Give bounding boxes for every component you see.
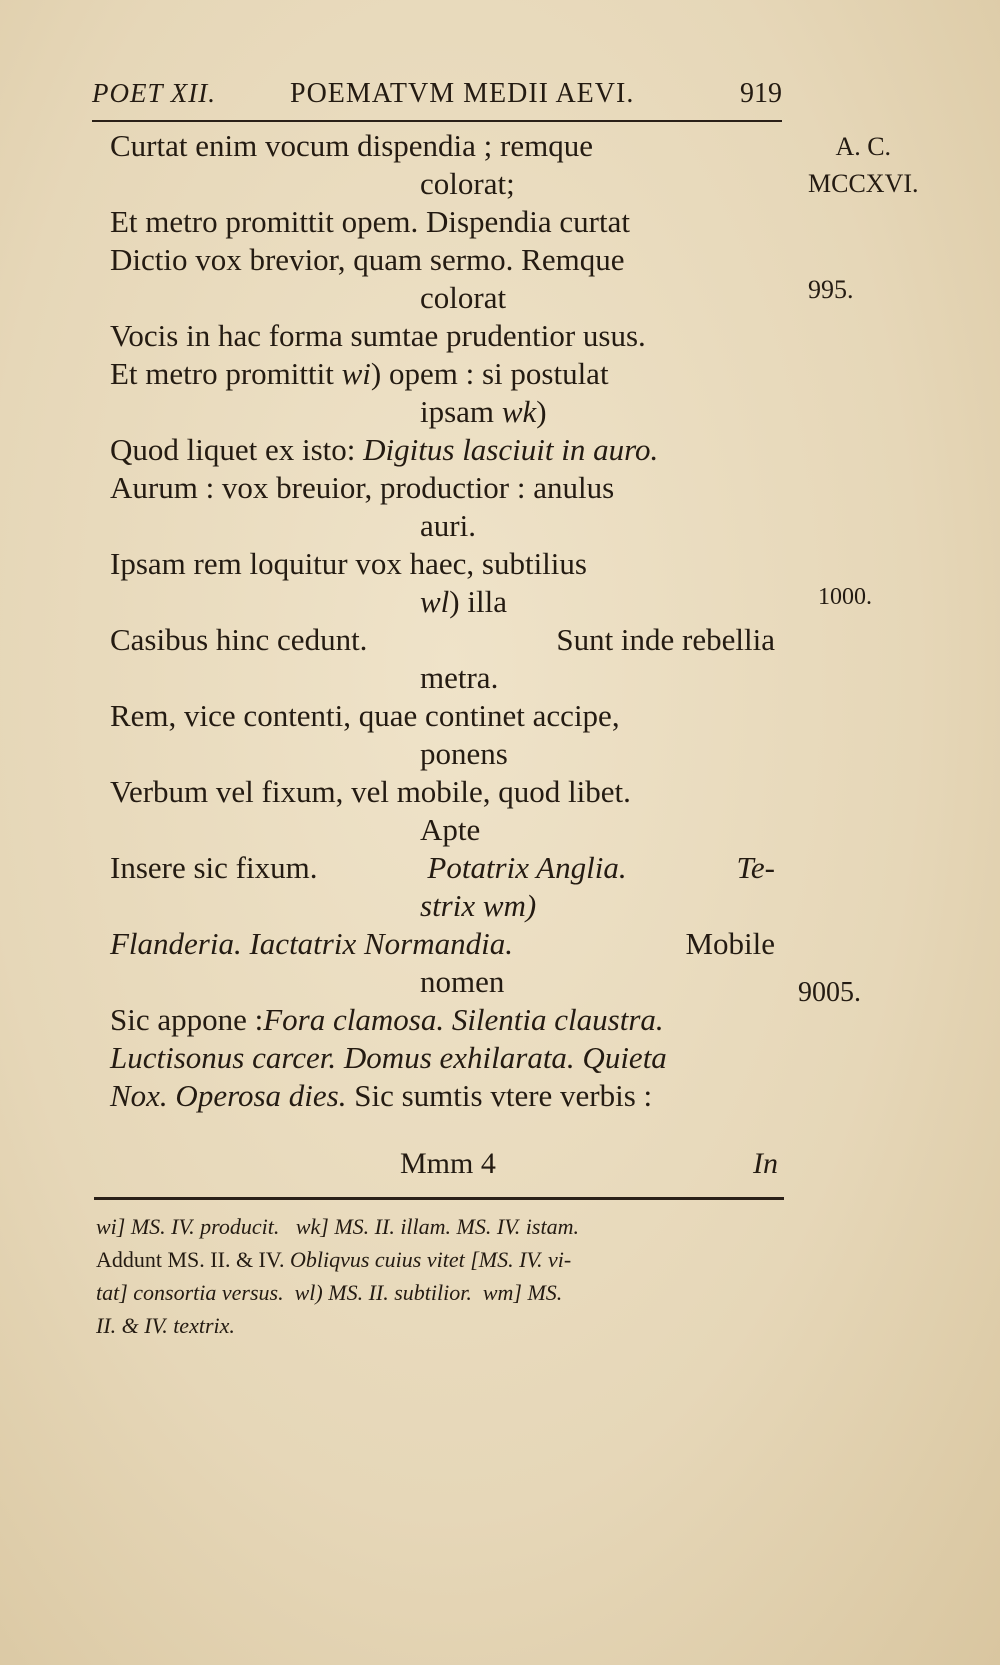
- footnote-ref: wi: [341, 356, 371, 391]
- running-header: [92, 78, 782, 118]
- verse-fragment: Sic sumtis vtere verbis :: [354, 1078, 653, 1113]
- footnotes: [96, 1210, 786, 1342]
- margin-year: MCCXVI.: [808, 169, 919, 198]
- footnote: wi] MS. IV. producit.: [96, 1214, 280, 1239]
- catchword: In: [753, 1147, 778, 1180]
- footnote-line: [96, 1276, 786, 1309]
- verse-line: nomen: [420, 964, 505, 999]
- footnote-rule: [94, 1197, 784, 1200]
- verse-line: Vocis in hac forma sumtae prudentior usus.: [110, 318, 646, 353]
- verse-italic: Flanderia. Iactatrix Normandia.: [110, 926, 513, 961]
- header-title: POEMATVM MEDII AEVI.: [290, 78, 635, 109]
- verse-fragment: Quod liquet ex isto:: [110, 432, 356, 467]
- verse-italic: Potatrix Anglia.: [427, 850, 627, 885]
- footnote-line: II. & IV. textrix.: [96, 1313, 235, 1338]
- page-number: 919: [740, 78, 782, 109]
- verse-line: auri.: [420, 508, 476, 543]
- verse-line: Rem, vice contenti, quae continet accipe,: [110, 698, 620, 733]
- verse-fragment: Mobile: [685, 926, 775, 961]
- header-rule: [92, 120, 782, 122]
- verse-fragment: ) illa: [449, 584, 507, 619]
- verse-line: [110, 621, 775, 659]
- verse-line: colorat;: [420, 166, 515, 201]
- verse-line: metra.: [420, 660, 499, 695]
- verse-italic: Nox. Operosa dies.: [110, 1078, 347, 1113]
- verse-line: Luctisonus carcer. Domus exhilarata. Quieta: [110, 1040, 667, 1075]
- footnote-ref: wk: [501, 394, 537, 429]
- verse-fragment: Et metro promittit: [110, 356, 334, 391]
- verse-italic: Digitus lasciuit in auro.: [363, 432, 659, 467]
- footnote: tat] consortia versus.: [96, 1280, 284, 1305]
- footnote: wm] MS.: [482, 1280, 563, 1305]
- verse-line: Apte: [420, 812, 481, 847]
- signature-line: [110, 1147, 778, 1185]
- verse-line: [110, 355, 775, 393]
- footnote: Addunt MS. II. & IV.: [96, 1247, 285, 1272]
- verse-fragment: ): [536, 394, 547, 429]
- verse-line: [110, 925, 775, 963]
- verse-italic: Te-: [736, 850, 775, 885]
- footnote: Obliqvus cuius vitet [MS. IV. vi-: [289, 1247, 572, 1272]
- verse-line: [110, 849, 775, 887]
- verse-line: Curtat enim vocum dispendia ; remque: [110, 128, 593, 163]
- verse-line: [110, 1001, 775, 1039]
- verse-line: Aurum : vox breuior, productior : anulus: [110, 470, 615, 505]
- margin-line-1000: 1000.: [818, 584, 872, 610]
- header-section: POET XII.: [92, 78, 216, 108]
- verse-line: ponens: [420, 736, 508, 771]
- verse-text: [110, 127, 775, 1115]
- verse-italic: Fora clamosa. Silentia claustra.: [263, 1002, 664, 1037]
- verse-line: Verbum vel fixum, vel mobile, quod libet.: [110, 774, 631, 809]
- verse-line: [110, 1077, 775, 1115]
- verse-fragment: ) opem : si postulat: [370, 356, 609, 391]
- margin-anno: A. C.: [835, 132, 892, 161]
- margin-line-9005: 9005.: [798, 977, 861, 1008]
- footnote-line: [96, 1243, 786, 1276]
- verse-line: colorat: [420, 280, 507, 315]
- verse-fragment: Insere sic fixum.: [110, 850, 318, 885]
- verse-line: [110, 431, 775, 469]
- footnote: wk] MS. II. illam. MS. IV. istam.: [295, 1214, 579, 1239]
- verse-line: strix wm): [420, 888, 537, 923]
- verse-line: [110, 583, 775, 621]
- verse-line: Dictio vox brevior, quam sermo. Remque: [110, 242, 625, 277]
- verse-line: [110, 393, 775, 431]
- verse-fragment: Sunt inde rebellia: [556, 622, 775, 657]
- margin-date: [808, 128, 919, 202]
- margin-line-995: 995.: [808, 275, 854, 304]
- verse-line: Ipsam rem loquitur vox haec, subtilius: [110, 546, 587, 581]
- footnote-line: [96, 1210, 786, 1243]
- footnote-ref: wl: [420, 584, 450, 619]
- verse-fragment: ipsam: [420, 394, 495, 429]
- footnote: wl) MS. II. subtilior.: [294, 1280, 472, 1305]
- verse-line: Et metro promittit opem. Dispendia curtat: [110, 204, 630, 239]
- verse-fragment: Casibus hinc cedunt.: [110, 622, 368, 657]
- signature-mark: Mmm 4: [400, 1147, 496, 1180]
- verse-fragment: Sic appone :: [110, 1002, 264, 1037]
